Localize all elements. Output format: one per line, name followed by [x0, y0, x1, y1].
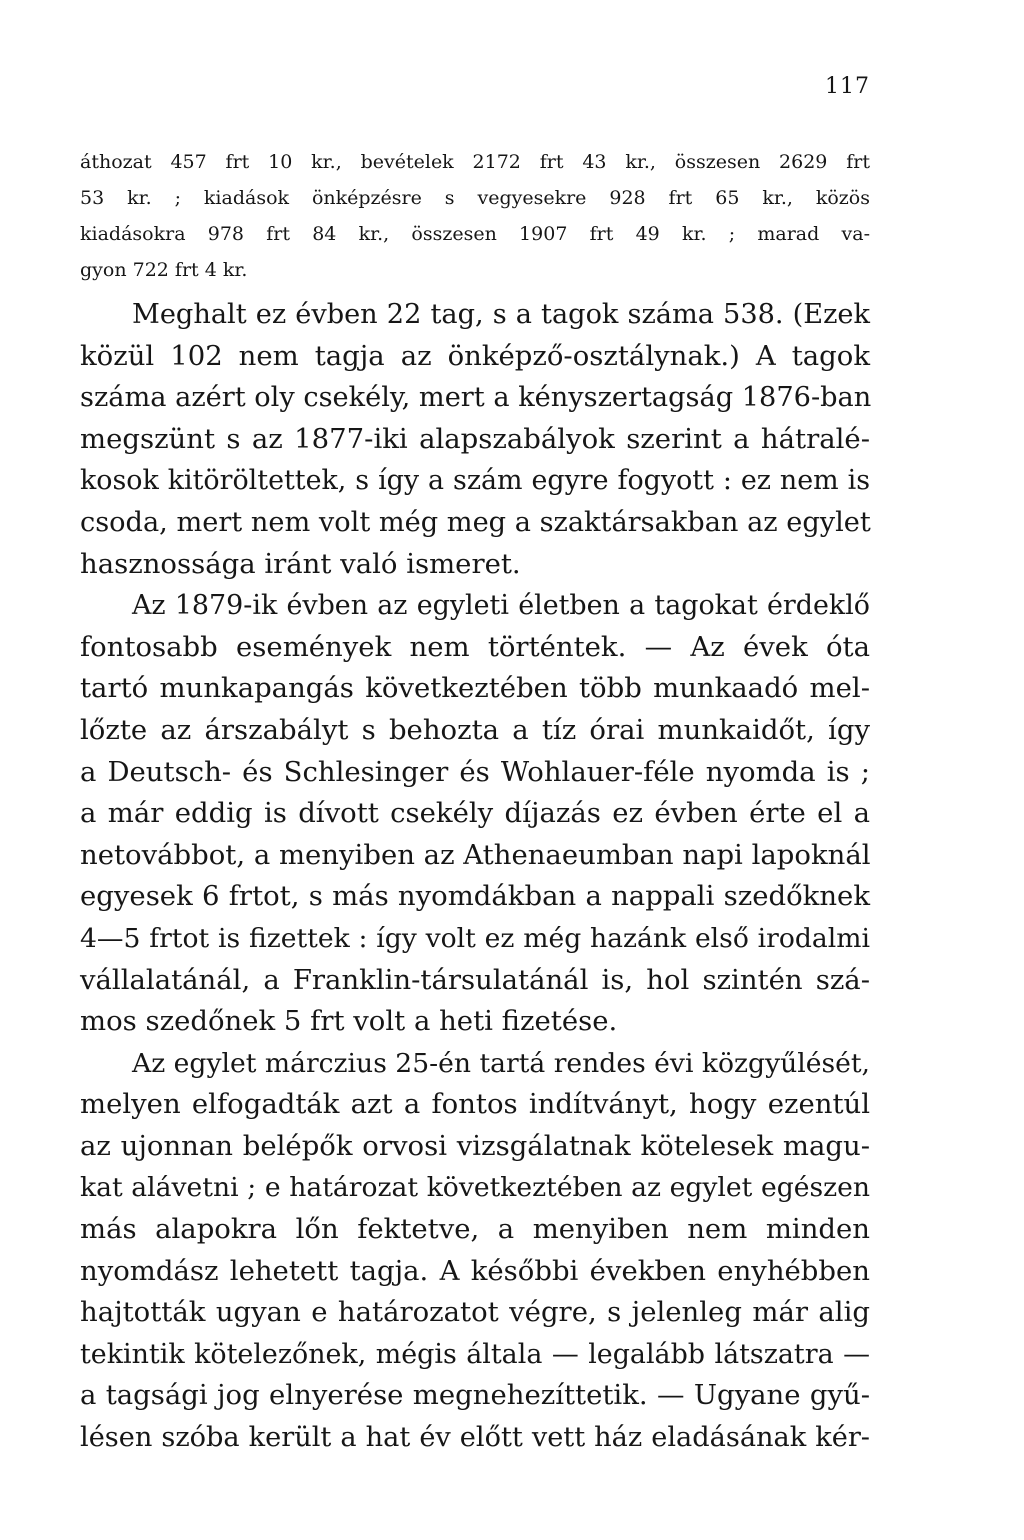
page-number: 117: [825, 74, 870, 99]
text-line: száma azért oly csekély, mert a kényszertagság 1876-ban: [80, 382, 872, 414]
text-line: 53 kr. ; kiadások önképzésre s vegyesekre 928 frt 65 kr., közös: [80, 187, 870, 209]
text-line: kosok kitöröltettek, s így a szám egyre fogyott : ez nem is: [80, 465, 870, 497]
text-line: egyesek 6 frtot, s más nyomdákban a nappali szedőknek: [80, 880, 870, 913]
text-line: tekintik kötelezőnek, mégis általa — legalább látszatra —: [80, 1338, 870, 1370]
text-line: tartó munkapangás következtében több munkaadó mel-: [80, 672, 870, 705]
text-line: hajtották ugyan e határozatot végre, s jelenleg már alig: [80, 1296, 870, 1329]
text-line: a Deutsch- és Schlesinger és Wohlauer-féle nyomda is ;: [80, 755, 870, 788]
text-line: kat alávetni ; e határozat következtében az egylet egészen: [80, 1172, 870, 1204]
paragraph-end-line: hasznossága iránt való ismeret.: [80, 547, 521, 580]
text-line: megszünt s az 1877-iki alapszabályok szerint a hátralé-: [80, 422, 870, 455]
text-line: lőzte az árszabályt s behozta a tíz órai munkaidőt, így: [80, 713, 870, 746]
text-line: közül 102 nem tagja az önképző-osztálynak.) A tagok: [80, 339, 870, 372]
text-line: fontosabb események nem történtek. — Az évek óta: [80, 630, 870, 663]
text-line: kiadásokra 978 frt 84 kr., összesen 1907 frt 49 kr. ; marad va-: [80, 223, 870, 245]
text-line: nyomdász lehetett tagja. A későbbi években enyhébben: [80, 1254, 870, 1287]
text-line: lésen szóba került a hat év előtt vett ház eladásának kér-: [80, 1422, 870, 1454]
paragraph-start-line: Az 1879-ik évben az egyleti életben a tagokat érdeklő: [132, 590, 870, 622]
body-text: [80, 294, 870, 1459]
text-line: a tagsági jog elnyerése megnehezíttetik. — Ugyane gyű-: [80, 1379, 870, 1412]
text-line: a már eddig is dívott csekély díjazás ez évben érte el a: [80, 797, 870, 830]
text-line: 4—5 frtot is fizettek : így volt ez még hazánk első irodalmi: [80, 922, 870, 954]
text-line: az ujonnan belépők orvosi vizsgálatnak kötelesek magu-: [80, 1129, 870, 1162]
text-line: áthozat 457 frt 10 kr., bevételek 2172 frt 43 kr., összesen 2629 frt: [80, 151, 870, 173]
text-line: gyon 722 frt 4 kr.: [80, 259, 248, 281]
paragraph-end-line: mos szedőnek 5 frt volt a heti fizetése.: [80, 1005, 618, 1038]
text-line: netovábbot, a menyiben az Athenaeumban napi lapoknál: [80, 838, 871, 871]
text-line: melyen elfogadták azt a fontos indítványt, hogy ezentúl: [80, 1088, 870, 1121]
book-page: [80, 0, 870, 1540]
text-line: más alapokra lőn fektetve, a menyiben nem minden: [80, 1213, 870, 1246]
text-line: csoda, mert nem volt még meg a szaktársakban az egylet: [80, 506, 871, 538]
paragraph-start-line: Meghalt ez évben 22 tag, s a tagok száma 538. (Ezek: [132, 299, 870, 330]
text-line: vállalatánál, a Franklin-társulatánál is, hol szintén szá-: [80, 963, 870, 996]
paragraph-start-line: Az egylet márczius 25-én tartá rendes évi közgyűlését,: [132, 1047, 870, 1079]
financial-summary-paragraph: [80, 144, 870, 288]
